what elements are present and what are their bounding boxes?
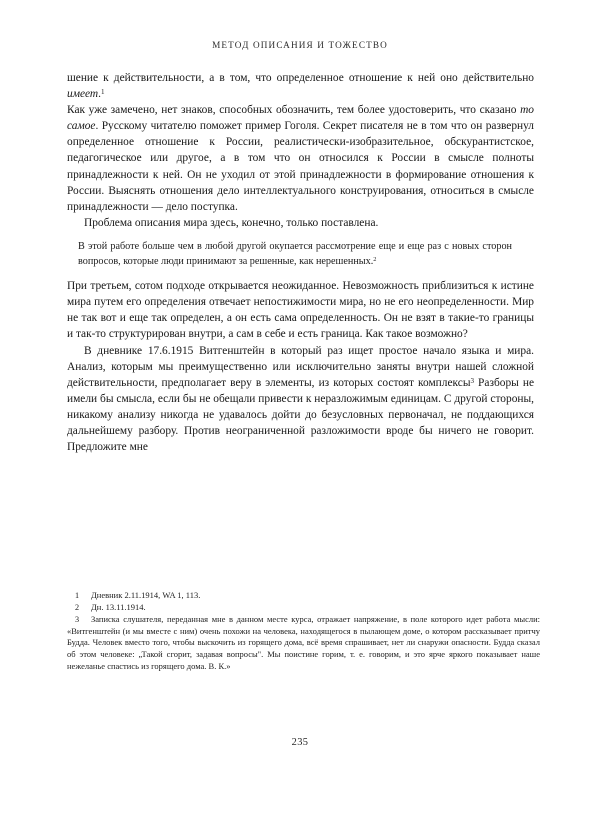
blockquote-tail: . — [370, 255, 374, 267]
diary-text-part1: В дневнике 17.6.1915 Витгенштейн в который раз ищет простое начало языка и мира. Анализ, которым мы преимущественно или исключительно заняты внутри нашей сложной действительности, предполагает веру в элементы, из которых состоят комплексы — [67, 344, 534, 389]
carryover-text-lead: шение к действительности, а в том, что определенное отношение к ней оно действительно — [67, 72, 534, 84]
footnote-number: 1 — [75, 591, 80, 600]
footnote-ref-3[interactable]: 3 — [470, 376, 474, 385]
footnote-text: Записка слушателя, переданная мне в данном месте курса, отражает напряжение, в поле которого идет работа мысли: «Витгенштейн (и мы вместе с ним) очень похожи на человека, находящегося в пылающем доме, о котором рассказывает притчу Будда. Человек вместо того, чтобы выскочить из горящего дома, всё время спрашивает, нет ли снаружи опасности. Будда сказал об этом человеке: „Такой сгорит, задавая вопросы". Мы поистине горим, т. е. говорим, и это ярче яркого показывает наше нежеланье спастись из горящего дома. В. К.» — [67, 614, 540, 671]
paragraph-gogol — [67, 102, 534, 215]
diary-text-part2: Разборы не имели бы смысла, если бы не обещали привести к неразложимым единицам. С другой стороны, никакому анализу никогда не удавалось дойти до безусловных первоначал, не поддающихся дальнейшему разбору. Против неограниченной разложимости вроде бы ничего не говорит. Предложите мне — [67, 376, 534, 454]
footnote-number: 3 — [75, 615, 80, 625]
footnote-item — [67, 614, 540, 672]
gogol-italic-phrase: то самое — [67, 104, 534, 133]
text-column — [67, 70, 534, 455]
paragraph-carryover — [67, 70, 534, 102]
footnotes-section — [67, 590, 540, 673]
footnote-item — [67, 602, 540, 614]
page-number: 235 — [291, 737, 309, 748]
footnote-number: 2 — [75, 603, 80, 613]
paragraph-problema: Проблема описания мира здесь, конечно, только поставлена. — [84, 216, 379, 229]
blockquote-paragraph — [78, 240, 512, 269]
footnote-ref-2[interactable]: 2 — [373, 255, 377, 263]
paragraph-diary — [67, 343, 534, 456]
footnote-item — [67, 590, 540, 602]
carryover-text-tail: . — [98, 88, 102, 101]
footnote-ref-1[interactable]: 1 — [101, 87, 105, 96]
carryover-italic-word: имеет — [67, 88, 99, 101]
footnote-text: Дневник 2.11.1914, WA 1, 113. — [91, 590, 201, 600]
blockquote-text: В этой работе больше чем в любой другой окупается рассмотрение еще и еще раз с новых сторон вопросов, которые люди принимают за решенные, как нерешенных — [78, 240, 512, 267]
blockquote — [67, 240, 534, 269]
running-head: МЕТОД ОПИСАНИЯ И ТОЖЕСТВО — [212, 40, 388, 50]
gogol-text-part2: . Русскому читателю поможет пример Гоголя. Секрет писателя не в том что он развернул определенное отношение к России, реалистически-изобразительное, обскурантистское, педагогическое или другое, а в том что он относился к России в смысле полноты принадлежности к ней. Он не уходил от этой принадлежности в формирование отношения к России. Выяснять отношения дело интеллектуального конструирования, относиться в смысле принадлежности — дело поступка. — [67, 120, 534, 213]
footnote-text: Дн. 13.11.1914. — [91, 602, 146, 613]
paragraph-third-approach: При третьем, сотом подходе открывается неожиданное. Невозможность приблизиться к истине мира путем его определения отвечает непостижимости мира, но не его неопределенности. Мир не так вот и еще так определен, а он есть сама определенность. Он не взят в такие-то границы и так-то структурирован внутри, а сам в себе и есть граница. Как такое возможно? — [67, 280, 534, 341]
gogol-text-part1: Как уже замечено, нет знаков, способных обозначить, тем более удостоверить, что сказано — [67, 104, 521, 117]
